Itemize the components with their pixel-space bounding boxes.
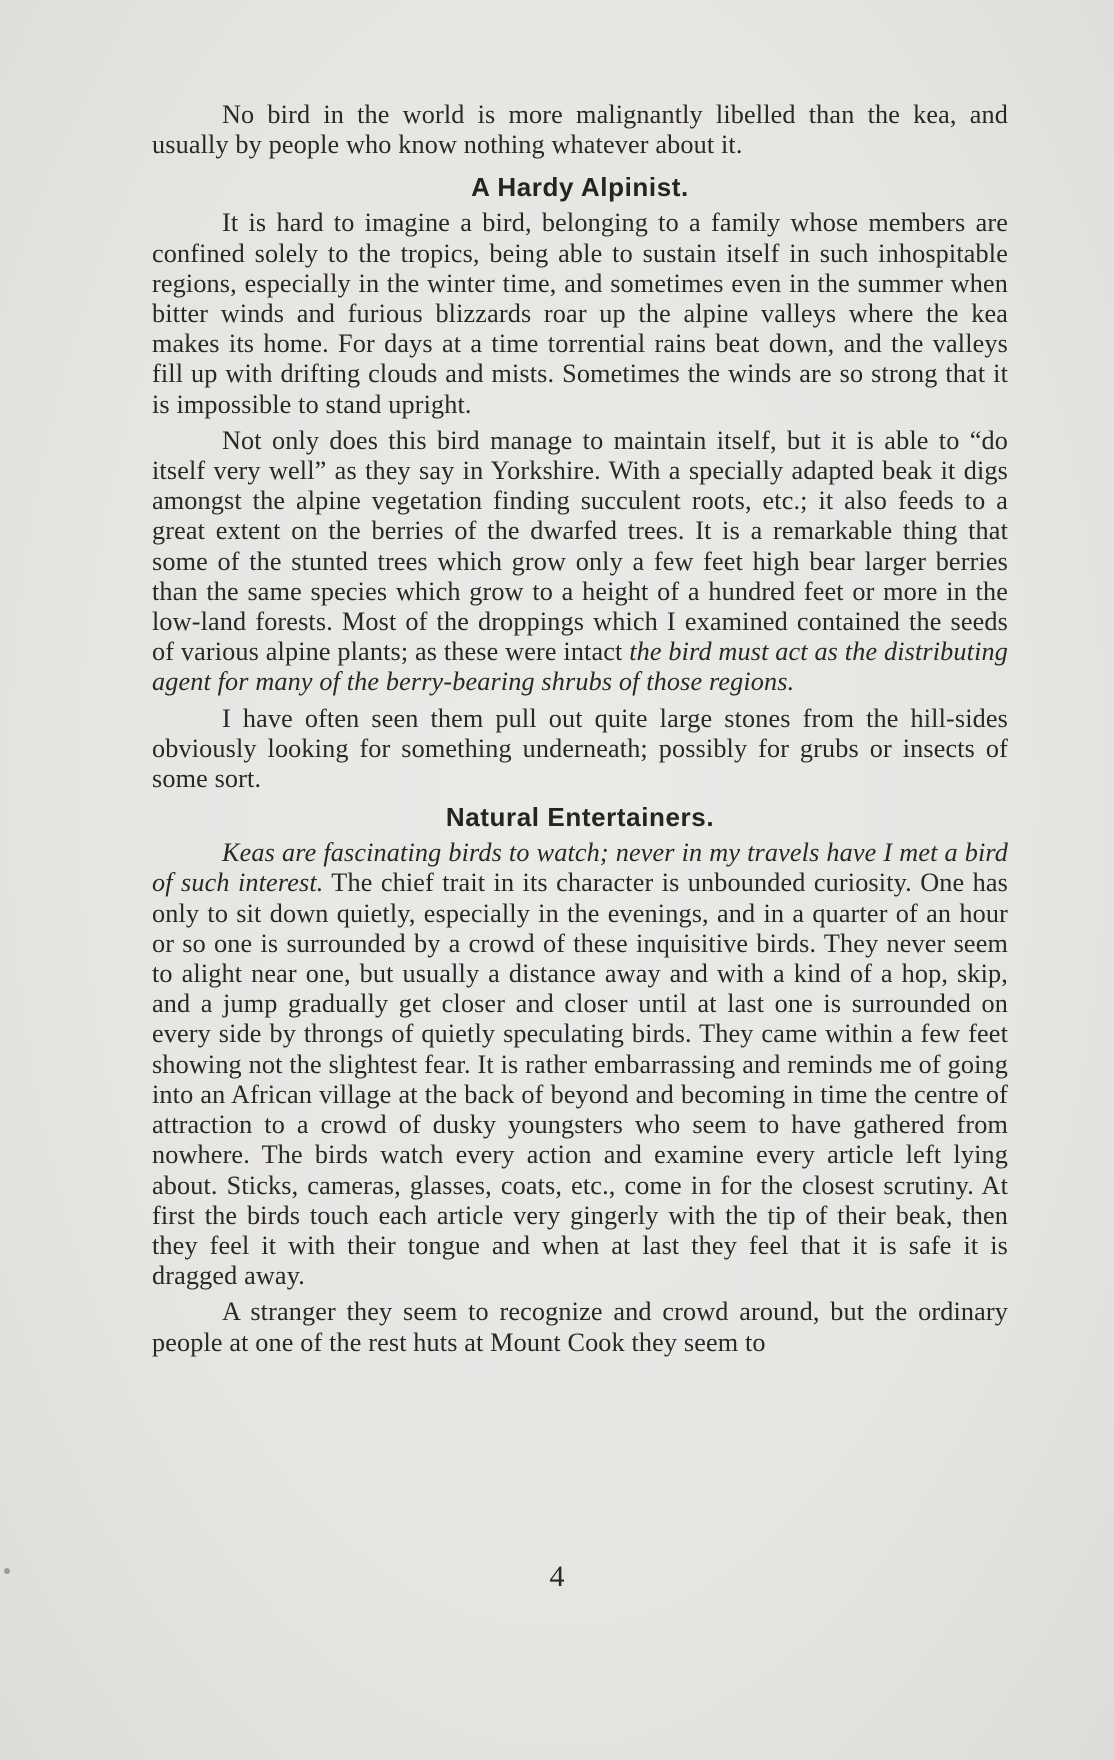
paragraph-curiosity-italic: Keas are fascinating birds to watch; never in my travels have I met a bird of such interest. bbox=[152, 838, 1008, 898]
paragraph-curiosity bbox=[152, 838, 1008, 1291]
heading-hardy-alpinist: A Hardy Alpinist. bbox=[471, 172, 689, 203]
paragraph-diet-italic: the bird must act as the distributing agent for many of the berry-bearing shrubs of those regions. bbox=[152, 637, 1008, 697]
heading-natural-entertainers: Natural Entertainers. bbox=[445, 802, 715, 833]
paragraph-alpine-climate: It is hard to imagine a bird, belonging to a family whose members are confined solely to the tropics, being able to sustain itself in such inhospitable regions, especially in the winter time, and sometimes even in the summer when bitter winds and furious blizzards roar up the alpine valleys where the kea makes its home. For days at a time torrential rains beat down, and the valleys fill up with drifting clouds and mists. Sometimes the winds are so strong that it is impossible to stand upright. bbox=[152, 208, 1008, 419]
paper-speck bbox=[4, 1568, 10, 1574]
paragraph-stones: I have often seen them pull out quite large stones from the hill-sides obviously looking for something underneath; possibly for grubs or insects of some sort. bbox=[152, 703, 1008, 794]
paragraph-intro: No bird in the world is more malignantly libelled than the kea, and usually by people who know nothing whatever about it. bbox=[152, 100, 1008, 160]
paragraph-stranger: A stranger they seem to recognize and crowd around, but the ordinary people at one of the rest huts at Mount Cook they seem to bbox=[152, 1297, 1008, 1357]
paragraph-diet bbox=[152, 426, 1008, 698]
paragraph-diet-text: Not only does this bird manage to maintain itself, but it is able to “do itself very well” as they say in Yorkshire. With a specially adapted beak it digs amongst the alpine vegetation finding succulent roots, etc.; it also feeds to a great extent on the berries of the dwarfed trees. It is a remarkable thing that some of the stunted trees which grow only a few feet high bear larger berries than the same species which grow to a height of a hundred feet or more in the low-land forests. Most of the droppings which I examined contained the seeds of various alpine plants; as these were intact bbox=[152, 425, 1008, 667]
page-number: 4 bbox=[549, 1560, 565, 1593]
body-text bbox=[152, 100, 1008, 1358]
paragraph-curiosity-text: The chief trait in its character is unbounded curiosity. One has only to sit down quietly, especially in the evenings, and in a quarter of an hour or so one is surrounded by a crowd of these inquisitive birds. They never seem to alight near one, but usually a distance away and with a kind of a hop, skip, and a jump gradually get closer and closer until at last one is surrounded on every side by throngs of quietly speculating birds. They came within a few feet showing not the slightest fear. It is rather embarrassing and reminds me of going into an African village at the back of beyond and becoming in time the centre of attraction to a crowd of dusky youngsters who seem to have gathered from nowhere. The birds watch every action and examine every article left lying about. Sticks, cameras, glasses, coats, etc., come in for the closest scrutiny. At first the birds touch each article very gingerly with the tip of their beak, then they feel it with their tongue and when at last they feel that it is safe it is dragged away. bbox=[152, 868, 1008, 1291]
